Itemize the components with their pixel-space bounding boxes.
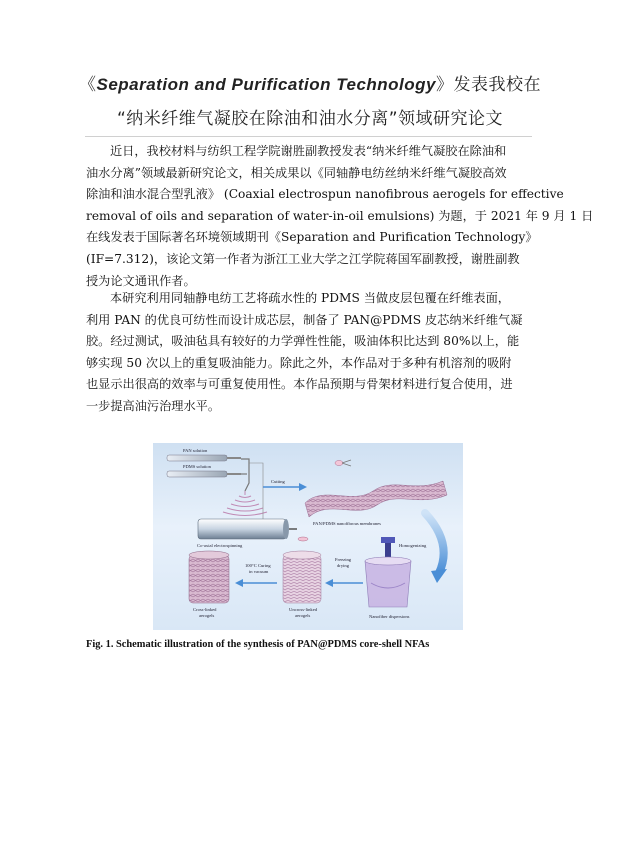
flow-arrow-right: [425, 513, 444, 573]
title-suffix: 》发表我校在: [436, 75, 542, 95]
paragraph-line: 除油和油水混合型乳液》 (Coaxial electrospun nanofibrous aerogels for effective: [86, 187, 564, 202]
paragraph-line: (IF=7.312)，该论文第一作者为浙江工业大学之江学院蒋国军副教授，谢胜副教: [86, 251, 520, 266]
page-title-line2: “纳米纤维气凝胶在除油和油水分离”领域研究论文: [116, 109, 504, 129]
syringe-pan-icon: [167, 448, 241, 461]
dispersions-label: Nanofiber dispersions: [369, 614, 410, 619]
paragraph-line: 授为论文通讯作者。: [86, 273, 196, 288]
title-divider: [85, 136, 532, 137]
electrospinning-jet: [223, 491, 267, 516]
page-title-line1: [60, 70, 560, 95]
cutting-label: Cutting: [271, 479, 285, 484]
membranes-label: PAN/PDMS nanofibrous membranes: [313, 521, 381, 526]
paragraph-line: 在线发表于国际著名环境领域期刊《Separation and Purification Technology》: [86, 230, 538, 245]
paragraph-line: 胶。经过测试，吸油毡具有较好的力学弹性性能，吸油体积比达到 80%以上，能: [86, 334, 520, 349]
curing-arrow: [235, 563, 277, 587]
drying-label: drying: [337, 563, 349, 568]
paragraph-2: [86, 288, 532, 418]
beaker-icon: [298, 537, 308, 541]
uncross-label-2: aerogels: [295, 613, 311, 618]
paragraph-line: 一步提高油污治理水平。: [86, 398, 221, 413]
collector-drum-icon: [198, 519, 297, 539]
homogenizing-label: Homogenizing: [399, 543, 427, 548]
paragraph-line: 够实现 50 次以上的重复吸油能力。除此之外，本作品对于多种有机溶剂的吸附: [86, 355, 512, 370]
uncross-linked-aerogel-icon: [283, 551, 321, 603]
coaxial-label: Co-axial electrospinning: [197, 543, 243, 548]
freezing-drying-arrow: [325, 557, 363, 587]
cross-label-2: aerogels: [199, 613, 215, 618]
synthesis-schematic-figure: [153, 443, 463, 630]
paragraph-line: 本研究利用同轴静电纺工艺将疏水性的 PDMS 当做皮层包覆在纤维表面，: [110, 291, 510, 305]
curing-label-1: 100°C Curing: [245, 563, 271, 568]
paragraph-line: 利用 PAN 的优良可纺性而设计成芯层，制备了 PAN@PDMS 皮芯纳米纤维气凝: [86, 312, 523, 327]
paragraph-line: 油水分离”领域最新研究论文，相关成果以《同轴静电纺丝纳米纤维气凝胶高效: [86, 165, 507, 180]
cross-linked-aerogel-icon: [189, 551, 229, 603]
curing-label-2: in vacuum: [249, 569, 269, 574]
title-bracket-open: 《: [78, 75, 97, 95]
paragraph-line: 近日，我校材料与纺织工程学院谢胜副教授发表“纳米纤维气凝胶在除油和: [110, 144, 507, 158]
paragraph-1: [86, 141, 594, 292]
uncross-label-1: Uncross-linked: [289, 607, 318, 612]
cutting-arrow: [263, 479, 307, 491]
syringe-pdms-icon: [167, 464, 241, 477]
pdms-solution-label: PDMS solution: [183, 464, 211, 469]
pan-solution-label: PAN solution: [183, 448, 208, 453]
freezing-label: Freezing: [335, 557, 352, 562]
paragraph-line: removal of oils and separation of water-in-oil emulsions) 为题，于 2021 年 9 月 1 日: [86, 208, 594, 223]
figure-caption: Fig. 1. Schematic illustration of the synthesis of PAN@PDMS core-shell NFAs: [86, 639, 430, 650]
paragraph-line: 也显示出很高的效率与可重复使用性。本作品预期与骨架材料进行复合使用，进: [86, 377, 513, 392]
scissors-icon: [335, 460, 351, 466]
cross-label-1: Cross-linked: [193, 607, 217, 612]
schematic-diagram: [153, 443, 463, 630]
title-journal-name: Separation and Purification Technology: [96, 75, 437, 94]
